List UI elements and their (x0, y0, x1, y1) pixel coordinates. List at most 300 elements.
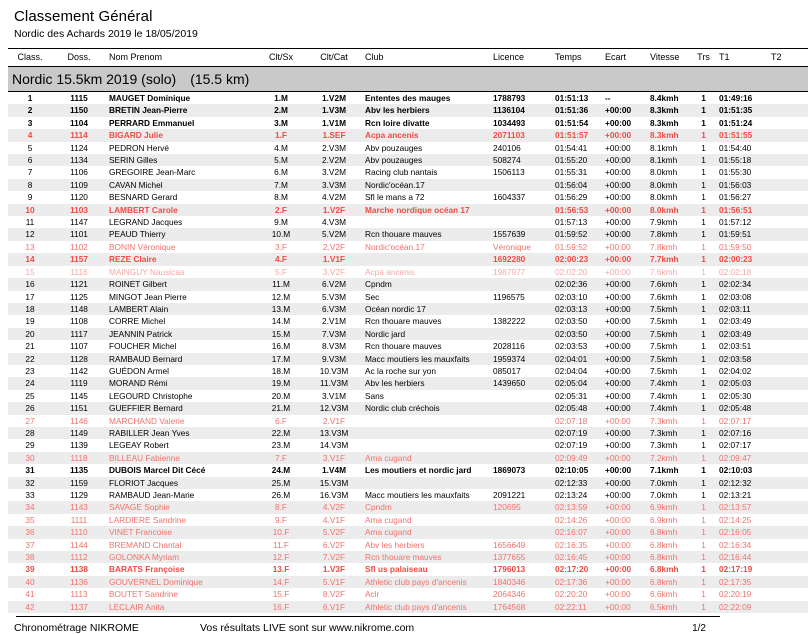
cell-laps: 1 (691, 576, 716, 588)
table-row[interactable] (8, 588, 808, 600)
cell-lic: 2071103 (490, 129, 552, 141)
cell-name: LAMBERT Carole (106, 204, 256, 216)
cell-time: 02:04:04 (555, 365, 588, 376)
cell-lic (490, 402, 552, 414)
cell-lic: 508274 (490, 154, 552, 166)
cell-bib: 1103 (52, 204, 106, 216)
cell-sx: 20.M (271, 390, 291, 401)
table-row[interactable] (8, 576, 808, 588)
cell-laps: 1 (701, 539, 706, 550)
cell-time: 02:12:33 (552, 477, 602, 489)
cell-time: 02:03:50 (552, 328, 602, 340)
cell-name: BARATS Françoise (109, 564, 185, 575)
table-row[interactable] (8, 489, 808, 501)
table-header (8, 49, 808, 67)
cell-lic: 1557639 (490, 228, 552, 240)
cell-t2 (768, 427, 808, 439)
cell-name: REZE Claire (106, 253, 256, 265)
cell-laps: 1 (691, 353, 716, 365)
cell-speed: 6.9kmh (647, 501, 691, 513)
footer-timing: Chronométrage NIKROME (14, 622, 139, 634)
cell-t1: 02:07:16 (716, 427, 768, 439)
cell-laps: 1 (701, 192, 706, 203)
cell-name: RABILLER Jean Yves (106, 427, 256, 439)
cell-t2 (768, 303, 808, 315)
cell-lic (490, 452, 552, 464)
cell-sx: 14.M (271, 316, 291, 327)
table-row[interactable] (8, 216, 808, 228)
column-header-licence[interactable]: Licence (490, 49, 552, 67)
cell-laps: 1 (701, 117, 706, 128)
cell-time: 02:03:53 (555, 341, 588, 352)
cell-gap: +00:00 (602, 204, 647, 216)
cell-name: BONIN Véronique (109, 241, 176, 252)
cell-rank: 22 (8, 353, 52, 365)
cell-t2 (768, 551, 808, 563)
cell-t2 (768, 464, 808, 476)
cell-speed: 7.4kmh (647, 377, 691, 389)
column-header-gap[interactable]: Ecart (602, 49, 647, 67)
cell-club: Nordic'océan.17 (362, 179, 490, 191)
cell-bib: 1144 (70, 539, 88, 550)
cell-club: Ama cugand (362, 452, 490, 464)
cell-t2 (768, 154, 808, 166)
cell-t2 (768, 452, 808, 464)
column-header-rank[interactable]: Class. (8, 49, 52, 67)
table-row[interactable] (8, 514, 808, 526)
column-header-bib[interactable]: Doss. (52, 49, 106, 67)
cell-time: 02:05:04 (552, 377, 602, 389)
cell-bib: 1102 (70, 241, 88, 252)
cell-lic: 1382222 (493, 316, 526, 327)
cell-t2 (768, 117, 808, 129)
cell-sx: 25.M (256, 477, 306, 489)
cell-club: Rcn thouare mauves (365, 316, 442, 327)
cell-cat: 2.V1F (322, 415, 346, 426)
cell-club: Abv pouzauges (365, 142, 423, 153)
cell-lic (490, 526, 552, 538)
cell-sx: 10.F (256, 526, 306, 538)
cell-rank: 9 (27, 192, 33, 203)
cell-club: Athletic club pays d'ancenis (362, 576, 490, 588)
cell-sx: 19.M (256, 377, 306, 389)
cell-lic: 085017 (493, 365, 521, 376)
cell-cat: 3.V1M (322, 390, 346, 401)
table-row[interactable] (8, 402, 808, 414)
cell-speed: 8.3kmh (647, 104, 691, 116)
cell-t2 (768, 377, 808, 389)
cell-name: SERIN Gilles (106, 154, 256, 166)
cell-t2 (768, 576, 808, 588)
cell-t2 (768, 191, 808, 203)
cell-speed: 7.8kmh (650, 241, 678, 252)
cell-cat: 8.V2F (322, 589, 346, 600)
cell-gap: +00:00 (602, 402, 647, 414)
table-row[interactable] (8, 228, 808, 240)
cell-laps: 1 (701, 241, 706, 252)
cell-t2 (768, 601, 808, 613)
table-row[interactable] (8, 439, 808, 451)
cell-cat: 5.V3M (322, 291, 346, 302)
cell-t2 (768, 588, 808, 600)
cell-club: Ententes des mauges (365, 93, 451, 103)
cell-time: 02:17:36 (552, 576, 602, 588)
cell-rank: 36 (8, 526, 52, 538)
column-header-time[interactable]: Temps (552, 49, 602, 67)
cell-rank: 16 (8, 278, 52, 290)
cell-gap: +00:00 (605, 465, 632, 476)
cell-lic (490, 179, 552, 191)
table-row[interactable] (8, 253, 808, 265)
cell-rank: 23 (25, 365, 35, 376)
cell-time: 01:54:41 (555, 142, 588, 153)
cell-laps: 1 (691, 228, 716, 240)
cell-rank: 41 (25, 589, 35, 600)
cell-gap: +00:00 (602, 427, 647, 439)
cell-name: PERRARD Emmanuel (109, 117, 195, 128)
cell-rank: 21 (25, 341, 35, 352)
cell-cat: 4.V3M (322, 217, 346, 228)
table-row[interactable] (8, 415, 808, 427)
cell-laps: 1 (691, 104, 716, 116)
table-row[interactable] (8, 303, 808, 315)
cell-time: 01:59:52 (552, 228, 602, 240)
cell-t2 (768, 477, 808, 489)
cell-bib: 1120 (70, 192, 88, 203)
cell-club: Macc moutiers les mauxfaits (362, 353, 490, 365)
cell-sx: 15.M (256, 328, 306, 340)
column-header-t1[interactable]: T1 (716, 49, 768, 67)
cell-lic: 120695 (490, 501, 552, 513)
cell-name: LEGRAND Jacques (109, 217, 183, 228)
table-row[interactable] (8, 551, 808, 563)
cell-sx: 2.M (256, 104, 306, 116)
cell-gap: -- (605, 93, 611, 103)
column-header-name[interactable]: Nom Prenom (106, 49, 256, 67)
cell-t1: 01:56:51 (716, 204, 768, 216)
table-row[interactable] (8, 377, 808, 389)
table-row[interactable] (8, 464, 808, 476)
cell-gap: +00:00 (602, 551, 647, 563)
cell-speed: 7.0kmh (647, 477, 691, 489)
cell-club: Cpndm (362, 501, 490, 513)
cell-gap: +00:00 (602, 526, 647, 538)
cell-gap: +00:00 (605, 365, 631, 376)
table-row[interactable] (8, 390, 808, 402)
cell-laps: 1 (691, 452, 716, 464)
race-section-header (8, 67, 808, 92)
cell-name: VINET Francoise (106, 526, 256, 538)
cell-lic: 1788793 (493, 93, 526, 103)
cell-speed: 8.1kmh (647, 154, 691, 166)
race-section-cell (8, 67, 808, 92)
cell-bib: 1150 (52, 104, 106, 116)
cell-club: Rcn thouare mauves (362, 228, 490, 240)
cell-laps: 1 (691, 551, 716, 563)
cell-t1: 02:22:09 (716, 601, 768, 613)
cell-club: Sans (365, 390, 384, 401)
cell-sx: 2.F (256, 204, 306, 216)
table-row[interactable] (8, 278, 808, 290)
cell-time: 02:03:10 (555, 291, 588, 302)
cell-lic: 1604337 (493, 192, 526, 203)
cell-club: Athletic club pays d'ancenis (362, 601, 490, 613)
cell-t2 (768, 92, 808, 105)
cell-sx: 23.M (271, 440, 291, 451)
cell-gap: +00:00 (605, 589, 631, 600)
cell-t1: 02:09:47 (716, 452, 768, 464)
column-header-speed[interactable]: Vitesse (647, 49, 691, 67)
cell-time: 02:20:20 (555, 589, 588, 600)
cell-bib: 1121 (52, 278, 106, 290)
cell-club: Rcn loire divatte (365, 117, 430, 128)
cell-speed: 7.4kmh (647, 402, 691, 414)
cell-laps: 1 (691, 253, 716, 265)
cell-cat: 5.V1F (306, 576, 362, 588)
cell-sx: 4.F (256, 253, 306, 265)
cell-cat: 1.V2M (322, 93, 346, 103)
cell-gap: +00:00 (602, 179, 647, 191)
table-row[interactable] (8, 353, 808, 365)
cell-time: 01:56:29 (555, 192, 588, 203)
cell-bib: 1151 (52, 402, 106, 414)
table-body (8, 67, 808, 614)
cell-name: CORRE Michel (109, 316, 166, 327)
cell-laps: 1 (691, 477, 716, 489)
cell-laps: 1 (691, 501, 716, 513)
table-row[interactable] (8, 92, 808, 105)
cell-t1: 02:03:49 (716, 328, 768, 340)
table-row[interactable] (8, 104, 808, 116)
cell-bib: 1149 (52, 427, 106, 439)
cell-name: LARDIERE Sandrine (109, 514, 187, 525)
cell-rank: 29 (25, 440, 35, 451)
column-header-sx[interactable]: Clt/Sx (256, 49, 306, 67)
cell-time: 01:51:13 (555, 93, 589, 103)
cell-cat: 7.V3M (306, 328, 362, 340)
cell-lic (490, 204, 552, 216)
cell-rank: 17 (25, 291, 35, 302)
cell-lic (490, 514, 552, 526)
cell-name: SAVAGE Sophie (106, 501, 256, 513)
cell-laps: 1 (691, 377, 716, 389)
cell-t2 (768, 563, 808, 575)
cell-sx: 1.F (256, 129, 306, 141)
cell-sx: 11.F (273, 539, 289, 550)
cell-rank: 42 (8, 601, 52, 613)
cell-speed: 7.3kmh (647, 427, 691, 439)
cell-time: 01:51:57 (552, 129, 602, 141)
cell-rank: 15 (25, 266, 35, 277)
cell-club: Acpa ancenis (362, 129, 490, 141)
cell-laps: 1 (701, 316, 706, 327)
cell-lic: 1764568 (490, 601, 552, 613)
cell-bib: 1124 (70, 142, 88, 153)
cell-club (362, 477, 490, 489)
cell-gap: +00:00 (602, 477, 647, 489)
cell-lic (490, 216, 552, 228)
cell-t2 (768, 390, 808, 402)
table-row[interactable] (8, 526, 808, 538)
cell-lic: 240106 (493, 142, 521, 153)
column-header-laps[interactable]: Trs (691, 49, 716, 67)
cell-cat: 2.V2F (322, 241, 346, 252)
table-row[interactable] (8, 291, 808, 303)
cell-speed: 6.6kmh (650, 589, 678, 600)
cell-gap: +00:00 (605, 142, 631, 153)
table-row[interactable] (8, 191, 808, 203)
cell-t1: 01:55:30 (719, 167, 752, 178)
cell-laps: 1 (701, 365, 706, 376)
event-subtitle: Nordic des Achards 2019 le 18/05/2019 (14, 28, 198, 40)
cell-cat: 15.V3M (306, 477, 362, 489)
table-row[interactable] (8, 563, 808, 575)
cell-speed: 6.8kmh (647, 526, 691, 538)
cell-cat: 6.V2M (306, 278, 362, 290)
cell-cat: 5.V2M (306, 228, 362, 240)
cell-gap: +00:00 (602, 104, 647, 116)
cell-cat: 11.V3M (306, 377, 362, 389)
cell-sx: 22.M (256, 427, 306, 439)
cell-lic: 1196575 (493, 291, 525, 302)
table-row[interactable] (8, 601, 808, 613)
table-row[interactable] (8, 142, 808, 154)
cell-sx: 12.F (256, 551, 306, 563)
cell-name: MINGOT Jean Pierre (109, 291, 187, 302)
cell-name: PEDRON Hervé (109, 142, 169, 153)
cell-time: 02:10:05 (555, 465, 589, 476)
cell-gap: +00:00 (605, 192, 631, 203)
cell-cat: 4.V2F (306, 501, 362, 513)
cell-speed: 6.8kmh (650, 539, 678, 550)
table-row[interactable] (8, 501, 808, 513)
cell-t1: 02:16:44 (716, 551, 768, 563)
cell-bib: 1142 (70, 365, 88, 376)
footer-page-number: 1/2 (692, 622, 706, 634)
cell-gap: +00:00 (605, 564, 632, 575)
cell-rank: 18 (8, 303, 52, 315)
cell-sx: 4.M (274, 142, 288, 153)
cell-time: 02:13:24 (555, 490, 588, 500)
cell-sx: 13.F (272, 564, 290, 575)
table-row[interactable] (8, 365, 808, 377)
cell-time: 02:16:45 (552, 551, 602, 563)
cell-lic: 1439650 (490, 377, 552, 389)
cell-speed: 7.5kmh (647, 328, 691, 340)
cell-cat: 12.V3M (306, 402, 362, 414)
cell-t2 (768, 266, 808, 278)
cell-time: 02:05:48 (552, 402, 602, 414)
cell-lic: 1656649 (493, 539, 526, 550)
table-row[interactable] (8, 452, 808, 464)
cell-time: 02:14:26 (555, 514, 588, 525)
cell-rank: 37 (25, 539, 35, 550)
cell-bib: 1112 (52, 551, 106, 563)
cell-t1: 02:17:35 (716, 576, 768, 588)
table-row[interactable] (8, 179, 808, 191)
table-row[interactable] (8, 340, 808, 352)
cell-sx: 6.M (274, 167, 288, 178)
cell-time: 02:07:19 (555, 440, 588, 451)
cell-gap: +00:00 (605, 291, 631, 302)
table-row[interactable] (8, 166, 808, 178)
cell-laps: 1 (701, 440, 706, 451)
cell-laps: 1 (701, 390, 706, 401)
cell-bib: 1148 (52, 303, 106, 315)
cell-rank: 2 (8, 104, 52, 116)
cell-t1: 02:12:32 (716, 477, 768, 489)
column-header-cat[interactable]: Clt/Cat (306, 49, 362, 67)
table-row[interactable] (8, 204, 808, 216)
cell-name: MAINGUY Nausicaa (109, 266, 185, 277)
cell-gap: +00:00 (602, 278, 647, 290)
cell-gap: +00:00 (602, 328, 647, 340)
cell-t2 (768, 353, 808, 365)
cell-sx: 13.M (256, 303, 306, 315)
cell-name: GOUVERNEL Dominique (106, 576, 256, 588)
cell-sx: 24.M (271, 465, 291, 476)
cell-bib: 1106 (70, 167, 88, 178)
table-row[interactable] (8, 129, 808, 141)
table-row[interactable] (8, 117, 808, 129)
cell-sx: 17.M (256, 353, 306, 365)
table-row[interactable] (8, 266, 808, 278)
table-row[interactable] (8, 477, 808, 489)
table-row[interactable] (8, 328, 808, 340)
cell-t2 (768, 228, 808, 240)
cell-club (362, 427, 490, 439)
cell-bib: 1143 (52, 501, 106, 513)
cell-gap: +00:00 (602, 154, 647, 166)
column-header-t2[interactable]: T2 (768, 49, 808, 67)
cell-lic: 2064346 (493, 589, 526, 600)
cell-laps: 1 (691, 278, 716, 290)
table-row[interactable] (8, 427, 808, 439)
cell-gap: +00:00 (605, 390, 631, 401)
cell-lic: 1840346 (490, 576, 552, 588)
cell-time: 02:02:20 (555, 266, 588, 277)
table-row[interactable] (8, 315, 808, 327)
cell-club (362, 216, 490, 228)
cell-name: BOUTET Sandrine (109, 589, 179, 600)
footer-live-link: Vos résultats LIVE sont sur www.nikrome.com (200, 622, 415, 634)
cell-t2 (768, 328, 808, 340)
cell-speed: 7.7kmh (647, 253, 691, 265)
cell-t2 (768, 365, 808, 377)
cell-bib: 1138 (70, 564, 88, 575)
table-row[interactable] (8, 154, 808, 166)
cell-time: 01:55:20 (552, 154, 602, 166)
cell-speed: 8.0kmh (650, 167, 678, 178)
cell-lic: 1506113 (493, 167, 525, 178)
column-header-club[interactable]: Club (362, 49, 490, 67)
cell-time: 02:22:11 (552, 601, 602, 613)
cell-club: Marche nordique océan 17 (362, 204, 490, 216)
cell-club: Sec (365, 291, 380, 302)
cell-rank: 6 (8, 154, 52, 166)
table-row[interactable] (8, 241, 808, 253)
cell-sx: 16.F (256, 601, 306, 613)
cell-t1: 02:16:34 (719, 539, 752, 550)
table-row[interactable] (8, 539, 808, 551)
cell-club: Les moutiers et nordic jard (365, 465, 472, 476)
cell-t1: 01:56:03 (716, 179, 768, 191)
cell-bib: 1159 (52, 477, 106, 489)
cell-cat: 1.SEF (306, 129, 362, 141)
cell-t1: 02:14:25 (719, 514, 752, 525)
cell-club: Macc moutiers les mauxfaits (365, 490, 470, 500)
cell-t1: 02:07:17 (719, 415, 752, 426)
